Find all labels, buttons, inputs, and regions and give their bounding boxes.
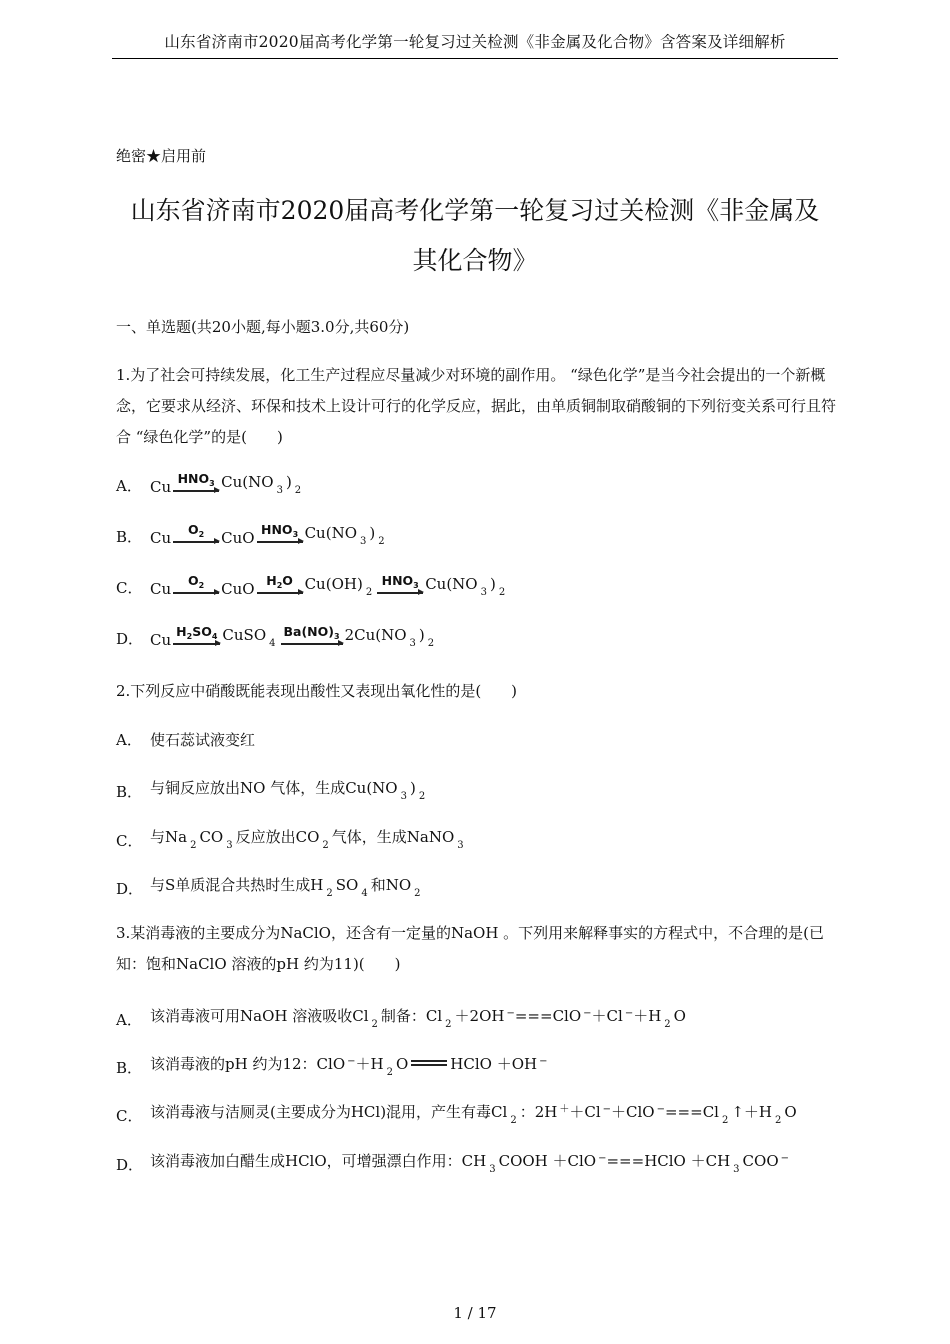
question-2-option-c — [116, 826, 467, 851]
option-letter: D． — [116, 880, 144, 898]
question-2-option-d — [116, 874, 424, 899]
question-3-stem: 3.某消毒液的主要成分为NaClO，还含有一定量的NaOH 。下列用来解释事实的方程式中，不合理的是(已知：饱和NaClO 溶液的pH 约为11)( ) — [116, 924, 825, 973]
reaction-arrow — [281, 625, 343, 649]
page-title-line-1: 山东省济南市2020届高考化学第一轮复习过关检测《非金属及 — [130, 196, 820, 225]
option-letter: A． — [116, 731, 142, 749]
question-2-stem: 2.下列反应中硝酸既能表现出酸性又表现出氧化性的是( ) — [116, 682, 518, 700]
reactant: Cu — [150, 477, 172, 496]
option-letter: B． — [116, 783, 143, 801]
intermediate: CuO — [221, 528, 255, 547]
reaction-arrow — [173, 625, 220, 649]
secret-label: 绝密★启用前 — [116, 147, 207, 165]
reagent: $HNO_3$ — [177, 471, 215, 488]
question-3-option-c — [116, 1100, 797, 1126]
option-text: 该消毒液与洁厕灵(主要成分为HCl)混用，产生有毒Cl $_2$ ：2H ＋＋Cl −＋ClO −===Cl $_2$ ↑＋H $_2$ O — [150, 1103, 797, 1126]
page-number: 1 / 17 — [453, 1304, 497, 1322]
arrow-icon — [173, 592, 219, 594]
reaction-arrow — [173, 574, 219, 598]
option-text: 使石蕊试液变红 — [150, 731, 256, 749]
arrow-icon — [257, 541, 303, 543]
reaction-arrow — [257, 574, 303, 598]
page-title-line-2: 其化合物》 — [412, 246, 538, 275]
reagent: $HNO_3$ — [381, 573, 419, 590]
option-text: 该消毒液加白醋生成HClO，可增强漂白作用：CH $_3$ COOH ＋ClO −===HClO ＋CH $_3$ COO − — [150, 1152, 790, 1175]
reagent: $Ba(NO)_3$ — [283, 624, 340, 641]
question-3-option-a — [116, 1005, 686, 1030]
option-letter: C． — [116, 1107, 143, 1125]
arrow-icon — [257, 592, 303, 594]
reaction-arrow — [173, 472, 219, 496]
arrow-icon — [173, 490, 219, 492]
arrow-icon — [173, 643, 220, 645]
reagent: $H_2O$ — [266, 573, 293, 590]
intermediate: CuSO $_4$ — [222, 625, 276, 649]
product: Cu(NO $_3$ ) $_2$ — [221, 472, 302, 496]
option-letter: A． — [116, 476, 142, 495]
arrow-icon — [173, 541, 219, 543]
option-letter: A． — [116, 1011, 142, 1029]
reagent: $O_2$ — [188, 522, 205, 539]
option-letter: B． — [116, 1059, 143, 1077]
question-1-option-c — [116, 574, 508, 598]
reactant: Cu — [150, 579, 172, 598]
section-heading: 一、单选题(共20小题,每小题3.0分,共60分) — [116, 318, 410, 336]
question-2-option-a — [116, 729, 255, 750]
question-1-option-b — [116, 523, 388, 547]
question-1-option-d — [116, 625, 437, 649]
reagent: $H_2SO_4$ — [176, 624, 218, 641]
reactant: Cu — [150, 630, 172, 649]
question-3-option-d — [116, 1150, 789, 1175]
product: Cu(NO $_3$ ) $_2$ — [425, 574, 506, 598]
option-letter: C． — [116, 832, 143, 850]
arrow-icon — [281, 643, 343, 645]
reactant: Cu — [150, 528, 172, 547]
option-text: 该消毒液可用NaOH 溶液吸收Cl $_2$ 制备：Cl $_2$ ＋2OH −===ClO −＋Cl −＋H $_2$ O — [150, 1007, 686, 1030]
question-2-option-b — [116, 777, 428, 802]
equilibrium-arrow-icon — [409, 1058, 449, 1068]
option-letter: B． — [116, 527, 143, 546]
question-1-stem: 1.为了社会可持续发展，化工生产过程应尽量减少对环境的副作用。 “绿色化学”是当今社会提出的一个新概念，它要求从经济、环保和技术上设计可行的化学反应，据此，由单质铜制取硝酸铜的下列衍变关系可行且符合 “绿色化学”的是( ) — [116, 366, 837, 446]
option-text: 与铜反应放出NO 气体，生成Cu(NO $_3$ ) $_2$ — [150, 779, 426, 802]
reaction-arrow — [173, 523, 219, 547]
option-letter: C． — [116, 578, 143, 597]
product: Cu(NO $_3$ ) $_2$ — [304, 523, 385, 547]
option-letter: D． — [116, 629, 144, 648]
intermediate: Cu(OH) $_2$ — [304, 574, 373, 598]
option-text: 与S单质混合共热时生成H $_2$ SO $_4$ 和NO $_2$ — [150, 876, 421, 899]
reaction-arrow — [257, 523, 303, 547]
page-header: 山东省济南市2020届高考化学第一轮复习过关检测《非金属及化合物》含答案及详细解析 — [112, 30, 838, 59]
option-letter: D． — [116, 1156, 144, 1174]
reaction-arrow — [377, 574, 423, 598]
reagent: $O_2$ — [188, 573, 205, 590]
product: 2Cu(NO $_3$ ) $_2$ — [344, 625, 435, 649]
reagent: $HNO_3$ — [261, 522, 299, 539]
question-1-option-a — [116, 472, 304, 496]
intermediate: CuO — [221, 579, 255, 598]
option-text: 与Na $_2$ CO $_3$ 反应放出CO $_2$ 气体，生成NaNO $_3$ — [150, 828, 464, 851]
option-text: 该消毒液的pH 约为12：ClO −＋H $_2$ O HClO ＋OH − — [150, 1055, 548, 1078]
question-3-option-b — [116, 1053, 548, 1078]
arrow-icon — [377, 592, 423, 594]
